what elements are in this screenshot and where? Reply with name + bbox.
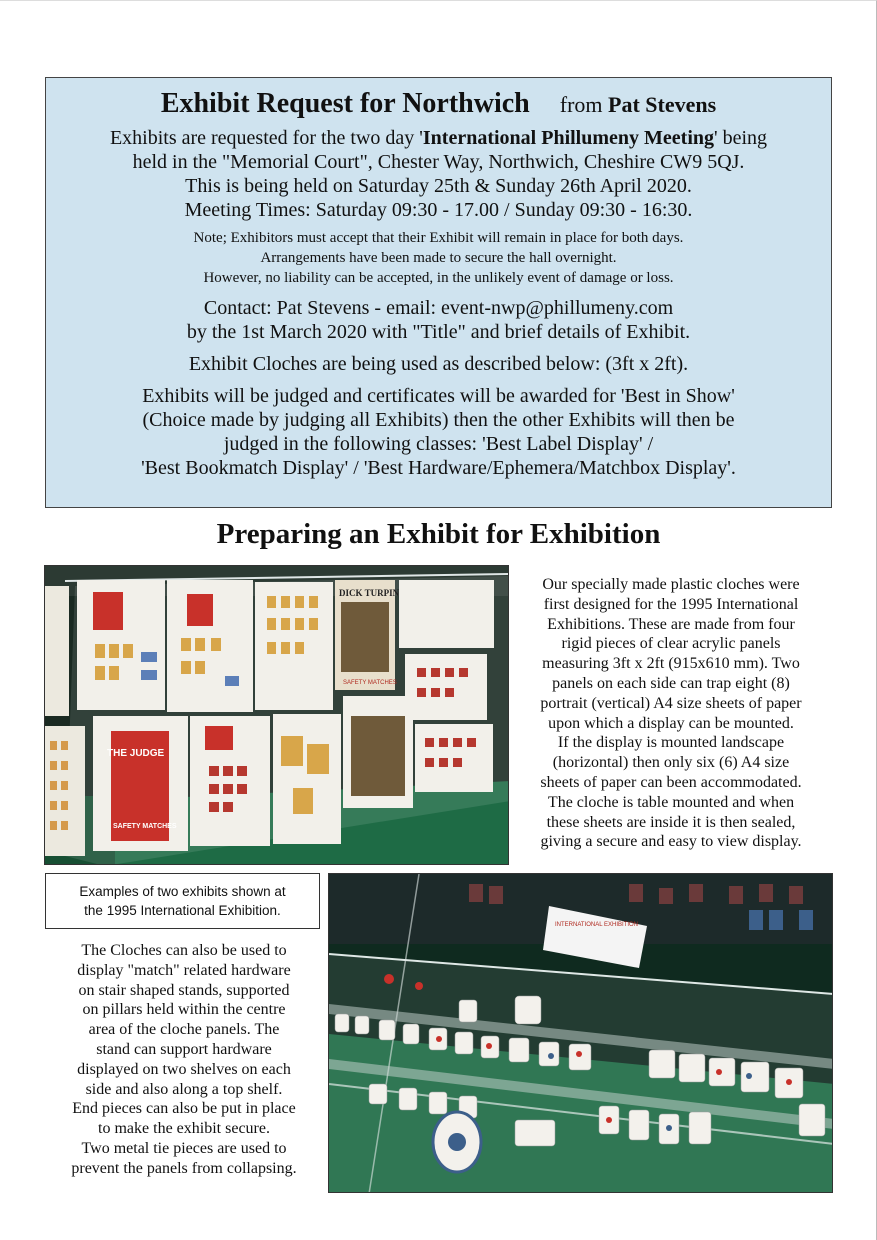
cloche-description-line: The cloche is table mounted and when: [547, 793, 795, 811]
cloche-description-line: panels on each side can trap eight (8): [552, 674, 790, 692]
intro-line-2: held in the "Memorial Court", Chester Way, Northwich, Cheshire CW9 5QJ.: [132, 151, 745, 173]
intro-line-4: Meeting Times: Saturday 09:30 - 17.00 / Sunday 09:30 - 16:30.: [184, 199, 693, 221]
hardware-description-line: prevent the panels from collapsing.: [71, 1159, 297, 1177]
cloche-description-line: Exhibitions. These are made from four: [547, 615, 795, 633]
judging-line-2: (Choice made by judging all Exhibits) then the other Exhibits will then be: [142, 409, 735, 431]
request-title-row: [46, 88, 831, 126]
label-dick-turpin: DICK TURPIN: [339, 588, 400, 598]
exhibit-photo-labels-image: [45, 566, 509, 865]
hardware-description-line: display "match" related hardware: [77, 961, 291, 979]
label-safety-matches-small: SAFETY MATCHES: [343, 680, 397, 686]
author-name: Pat Stevens: [608, 92, 717, 117]
cloche-description-line: giving a secure and easy to view display.: [540, 833, 802, 851]
intro-text-a: Exhibits are requested for the two day ': [109, 127, 423, 149]
hardware-description-line: Two metal tie pieces are used to: [81, 1139, 287, 1157]
judging-line-3: judged in the following classes: 'Best Label Display' /: [223, 433, 654, 455]
hardware-description-line: on stair shaped stands, supported: [78, 981, 290, 999]
note-line-3: However, no liability can be accepted, in the unlikely event of damage or loss.: [203, 270, 674, 286]
cloche-description-line: upon which a display can be mounted.: [548, 714, 794, 732]
cloche-description-line: these sheets are inside it is then sealed,: [546, 813, 796, 831]
cloches-line: Exhibit Cloches are being used as described below: (3ft x 2ft).: [188, 353, 689, 375]
intro-line-1: [46, 126, 831, 150]
hardware-description-line: stand can support hardware: [96, 1040, 272, 1058]
photo-caption: [45, 873, 320, 929]
hardware-description-line: End pieces can also be put in place: [72, 1100, 296, 1118]
placard-text: INTERNATIONAL EXHIBITION: [555, 922, 639, 928]
cloche-description-line: portrait (vertical) A4 size sheets of paper: [540, 694, 802, 712]
label-the-judge: THE JUDGE: [107, 748, 165, 759]
request-title: Exhibit Request for Northwich: [160, 88, 530, 119]
contact-line-2: by the 1st March 2020 with "Title" and brief details of Exhibit.: [186, 321, 691, 343]
section-heading: Preparing an Exhibit for Exhibition: [216, 518, 661, 550]
hardware-description-line: side and also along a top shelf.: [85, 1080, 283, 1098]
cloche-description-line: sheets of paper can been accommodated.: [540, 773, 802, 791]
exhibit-photo-labels: [44, 565, 509, 865]
hardware-description-line: The Cloches can also be used to: [81, 942, 287, 959]
hardware-description-line: displayed on two shelves on each: [77, 1060, 291, 1078]
cloche-description-line: If the display is mounted landscape: [557, 734, 785, 752]
cloche-description-line: first designed for the 1995 International: [543, 595, 799, 613]
cloche-description-line: Our specially made plastic cloches were: [542, 576, 800, 593]
label-safety-matches: SAFETY MATCHES: [113, 823, 177, 830]
intro-line-3: This is being held on Saturday 25th & Sunday 26th April 2020.: [185, 175, 692, 197]
meeting-name: International Phillumeny Meeting: [422, 127, 714, 149]
hardware-description-line: on pillars held within the centre: [82, 1001, 286, 1019]
cloche-description-line: measuring 3ft x 2ft (915x610 mm). Two: [542, 655, 800, 673]
cloche-description-line: rigid pieces of clear acrylic panels: [561, 635, 781, 653]
hardware-description-line: to make the exhibit secure.: [98, 1120, 270, 1138]
note-line-1: Note; Exhibitors must accept that their Exhibit will remain in place for both days.: [193, 230, 684, 246]
caption-line-1: Examples of two exhibits shown at: [79, 884, 286, 899]
note-line-2: Arrangements have been made to secure the hall overnight.: [260, 250, 617, 266]
exhibit-photo-hardware-image: [329, 874, 833, 1193]
contact-line-1: Contact: Pat Stevens - email: event-nwp@phillumeny.com: [203, 297, 674, 319]
hardware-description-line: area of the cloche panels. The: [88, 1021, 280, 1039]
hardware-description: [44, 941, 324, 1179]
intro-text-c: ' being: [714, 127, 768, 149]
caption-line-2: the 1995 International Exhibition.: [84, 903, 281, 918]
exhibit-request-box: [45, 77, 832, 508]
from-label: from: [559, 92, 609, 117]
judging-line-1: Exhibits will be judged and certificates will be awarded for 'Best in Show': [142, 385, 735, 407]
exhibit-photo-hardware: [328, 873, 833, 1193]
cloche-description: [514, 575, 828, 852]
cloche-description-line: (horizontal) then only six (6) A4 size: [552, 754, 790, 772]
judging-line-4: 'Best Bookmatch Display' / 'Best Hardware/Ephemera/Matchbox Display'.: [141, 457, 736, 479]
